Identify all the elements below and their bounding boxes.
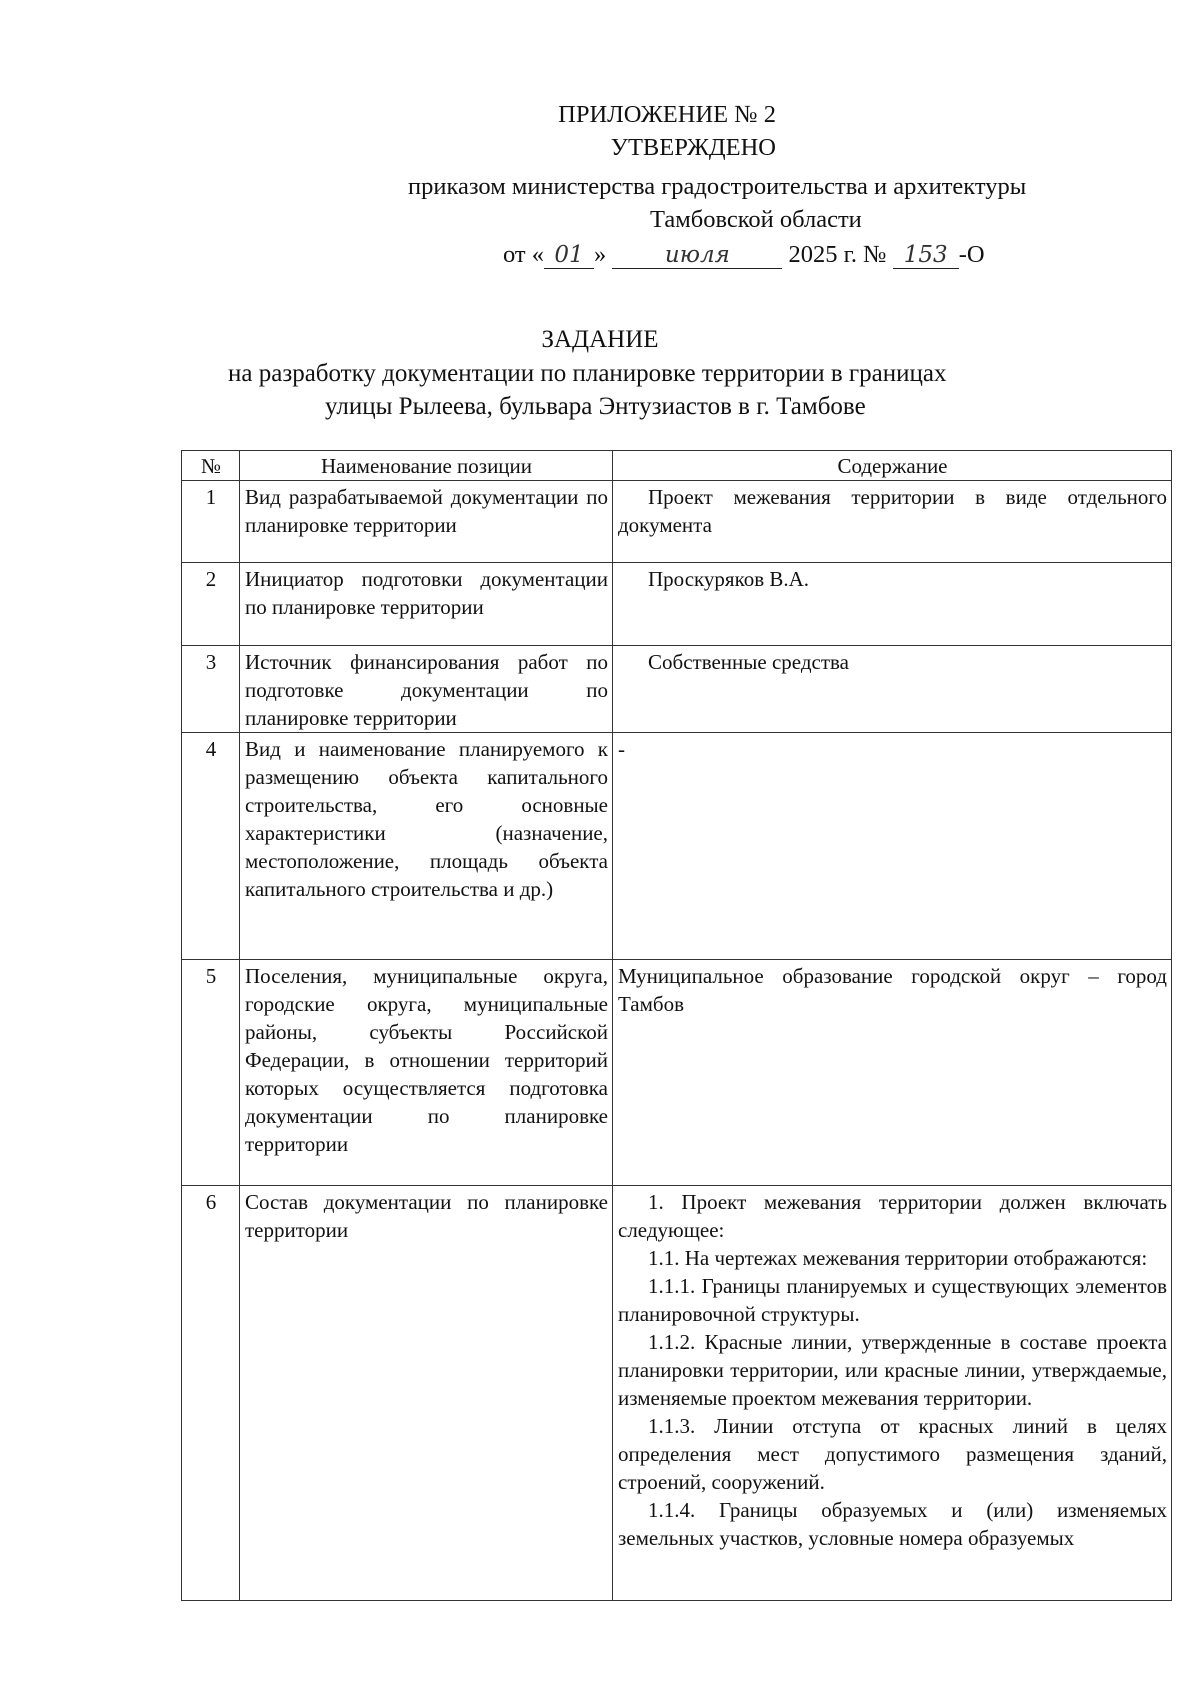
- table-row: [182, 563, 1172, 646]
- content-paragraph: 1.1. На чертежах межевания территории отображаются:: [648, 1246, 1148, 1270]
- row-position: Состав документации по планировке территории: [240, 1186, 613, 1601]
- row-content: [613, 1186, 1172, 1601]
- table-row: [182, 960, 1172, 1186]
- table-header-row: [182, 451, 1172, 481]
- row-number: 4: [182, 733, 240, 960]
- year-and-number-label: 2025 г. №: [788, 241, 887, 268]
- appendix-number: ПРИЛОЖЕНИЕ № 2: [558, 101, 776, 128]
- row-position: Вид и наименование планируемого к размещению объекта капитального строительства, его основные характеристики (назначение, местоположение, площадь объекта капитального строительства и др.): [240, 733, 613, 960]
- row-position: Вид разрабатываемой документации по планировке территории: [240, 481, 613, 563]
- table-row: [182, 481, 1172, 563]
- row-content: Муниципальное образование городской округ – город Тамбов: [613, 960, 1172, 1186]
- header-content: Содержание: [613, 451, 1172, 481]
- date-quote-close: »: [594, 241, 607, 268]
- document-subtitle-line2: улицы Рылеева, бульвара Энтузиастов в г. Тамбове: [325, 393, 866, 420]
- handwritten-day: 01: [544, 242, 594, 269]
- row-position: Инициатор подготовки документации по планировке территории: [240, 563, 613, 646]
- content-paragraph: 1.1.4. Границы образуемых и (или) изменяемых земельных участков, условные номера образуемых: [618, 1498, 1167, 1550]
- order-number-suffix: -О: [958, 241, 985, 268]
- row-content: Проект межевания территории в виде отдельного документа: [613, 481, 1172, 563]
- table-row: [182, 1186, 1172, 1601]
- order-issuer: приказом министерства градостроительства и архитектуры: [408, 173, 1027, 200]
- row-number: 1: [182, 481, 240, 563]
- handwritten-order-number: 153: [893, 242, 959, 269]
- header-number: №: [182, 451, 240, 481]
- header-position: Наименование позиции: [240, 451, 613, 481]
- row-content: -: [613, 733, 1172, 960]
- table-row: [182, 646, 1172, 733]
- task-table: [181, 450, 1172, 1601]
- handwritten-month: июля: [612, 242, 782, 269]
- row-position: Поселения, муниципальные округа, городские округа, муниципальные районы, субъекты Российской Федерации, в отношении территорий которых осуществляется подготовка документации по планировке территории: [240, 960, 613, 1186]
- table-row: [182, 733, 1172, 960]
- row-number: 2: [182, 563, 240, 646]
- content-paragraph: 1.1.3. Линии отступа от красных линий в целях определения мест допустимого размещения зданий, строений, сооружений.: [618, 1414, 1167, 1494]
- row-position: Источник финансирования работ по подготовке документации по планировке территории: [240, 646, 613, 733]
- row-number: 3: [182, 646, 240, 733]
- order-region: Тамбовской области: [650, 206, 862, 233]
- document-title: ЗАДАНИЕ: [541, 326, 659, 353]
- order-date-line: [503, 238, 985, 271]
- approved-label: УТВЕРЖДЕНО: [610, 134, 776, 161]
- document-subtitle-line1: на разработку документации по планировке территории в границах: [228, 360, 947, 387]
- content-paragraph: 1. Проект межевания территории должен включать следующее:: [618, 1190, 1167, 1242]
- row-number: 6: [182, 1186, 240, 1601]
- row-number: 5: [182, 960, 240, 1186]
- date-prefix: от «: [503, 241, 545, 268]
- content-paragraph: 1.1.1. Границы планируемых и существующих элементов планировочной структуры.: [618, 1274, 1167, 1326]
- row-content: Собственные средства: [613, 646, 1172, 733]
- row-content: Проскуряков В.А.: [613, 563, 1172, 646]
- content-paragraph: 1.1.2. Красные линии, утвержденные в составе проекта планировки территории, или красные линии, утверждаемые, изменяемые проектом межевания территории.: [618, 1330, 1167, 1410]
